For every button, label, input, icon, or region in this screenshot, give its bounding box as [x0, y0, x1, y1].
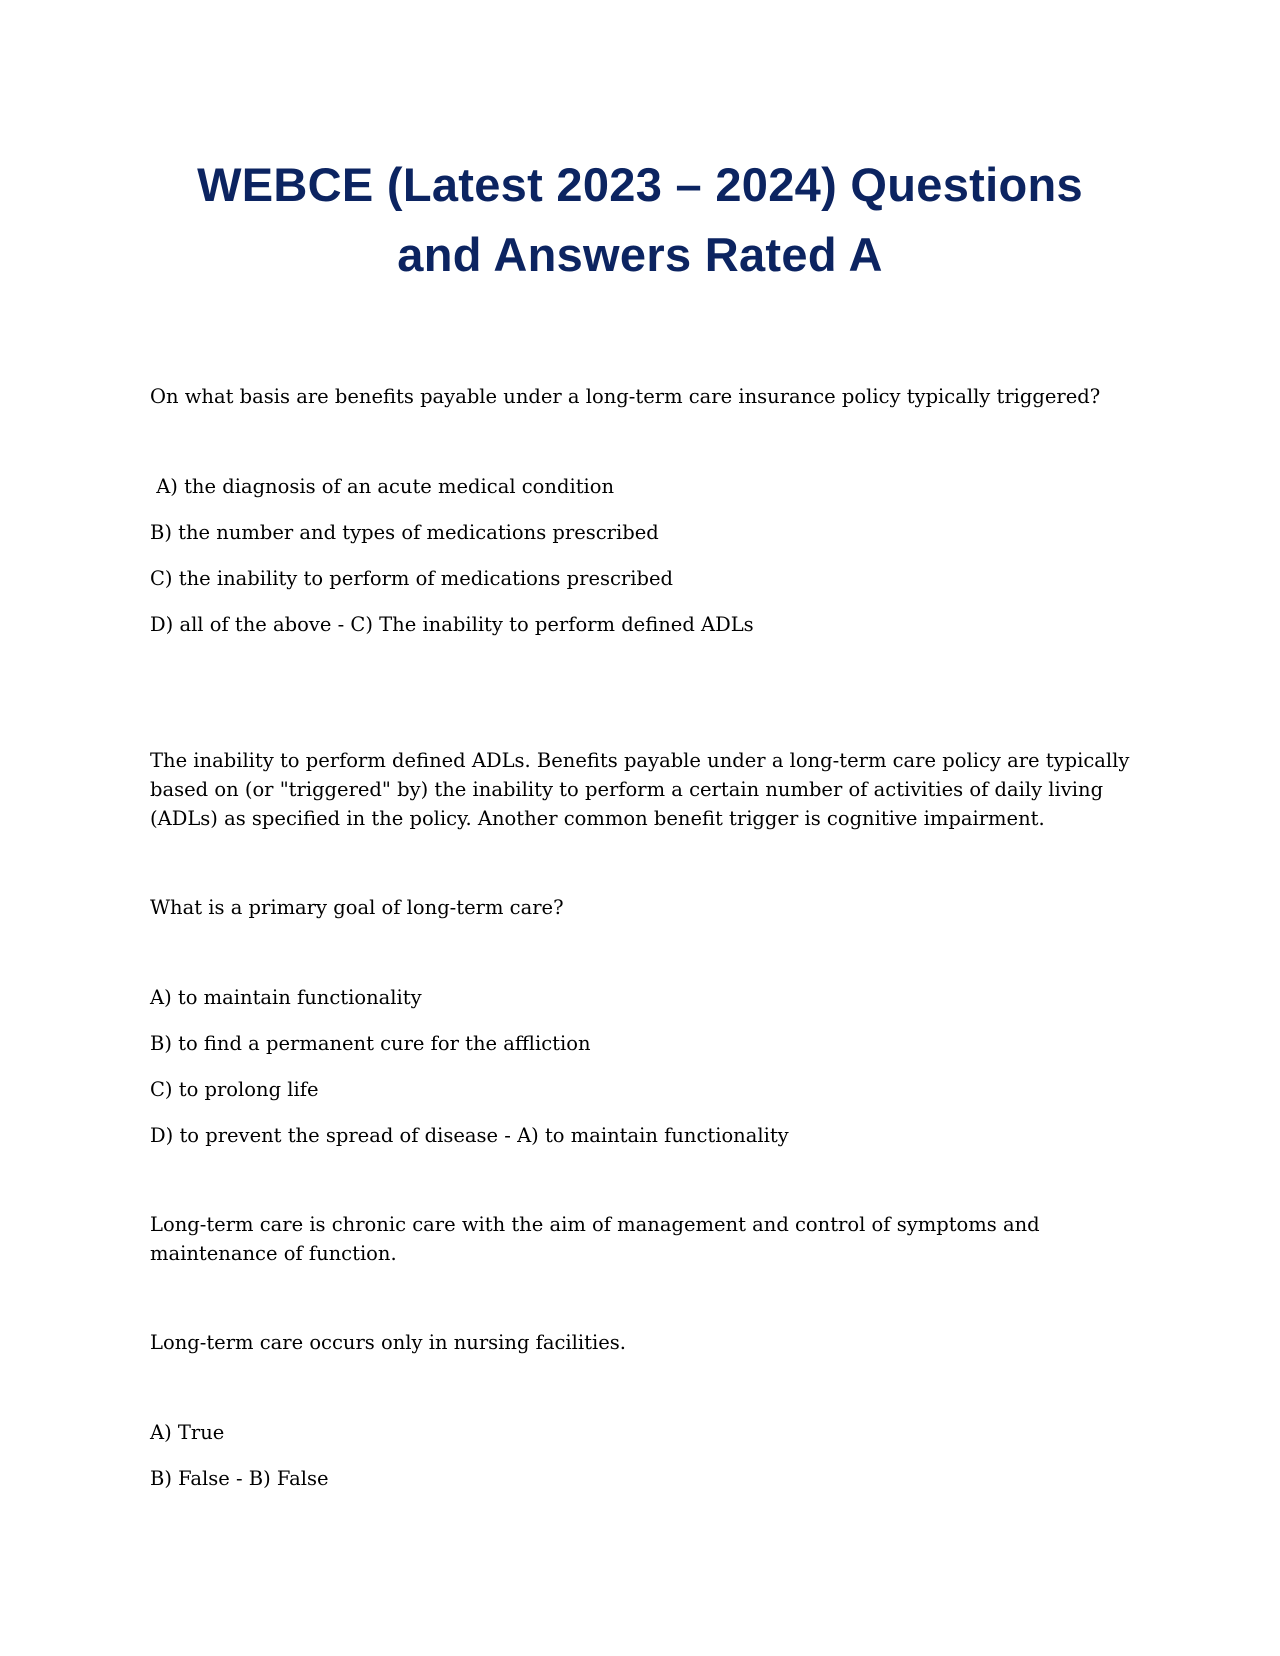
question-1-option-d: D) all of the above - C) The inability to perform defined ADLs	[150, 613, 754, 636]
question-3-option-a: A) True	[150, 1421, 225, 1444]
question-1-option-c: C) the inability to perform of medications prescribed	[150, 567, 673, 590]
question-2-explanation: Long-term care is chronic care with the aim of management and control of symptoms and maintenance of function.	[150, 1213, 1046, 1265]
question-3-options	[150, 1418, 1130, 1493]
question-1-explanation: The inability to perform defined ADLs. Benefits payable under a long-term care policy are typically based on (or "triggered" by) the inability to perform a certain number of activities of daily living (ADLs) as specified in the policy. Another common benefit trigger is cognitive impairment.	[150, 749, 1136, 830]
question-2-options	[150, 983, 1130, 1150]
question-2-option-c: C) to prolong life	[150, 1078, 319, 1101]
question-2-option-d: D) to prevent the spread of disease - A) to maintain functionality	[150, 1124, 789, 1147]
question-3: Long-term care occurs only in nursing facilities.	[150, 1331, 626, 1354]
question-2-option-a: A) to maintain functionality	[150, 986, 422, 1009]
title-line-2: and Answers Rated A	[397, 228, 883, 281]
question-3-option-b: B) False - B) False	[150, 1467, 329, 1490]
document-title	[150, 150, 1130, 290]
title-line-1: WEBCE (Latest 2023 – 2024) Questions	[197, 158, 1083, 211]
question-1-options	[150, 472, 1130, 639]
question-1-option-a: A) the diagnosis of an acute medical condition	[150, 475, 615, 498]
question-1-option-b: B) the number and types of medications prescribed	[150, 521, 659, 544]
question-2-option-b: B) to find a permanent cure for the affliction	[150, 1032, 591, 1055]
question-1: On what basis are benefits payable under a long-term care insurance policy typically triggered?	[150, 385, 1101, 408]
question-2: What is a primary goal of long-term care?	[150, 896, 564, 919]
